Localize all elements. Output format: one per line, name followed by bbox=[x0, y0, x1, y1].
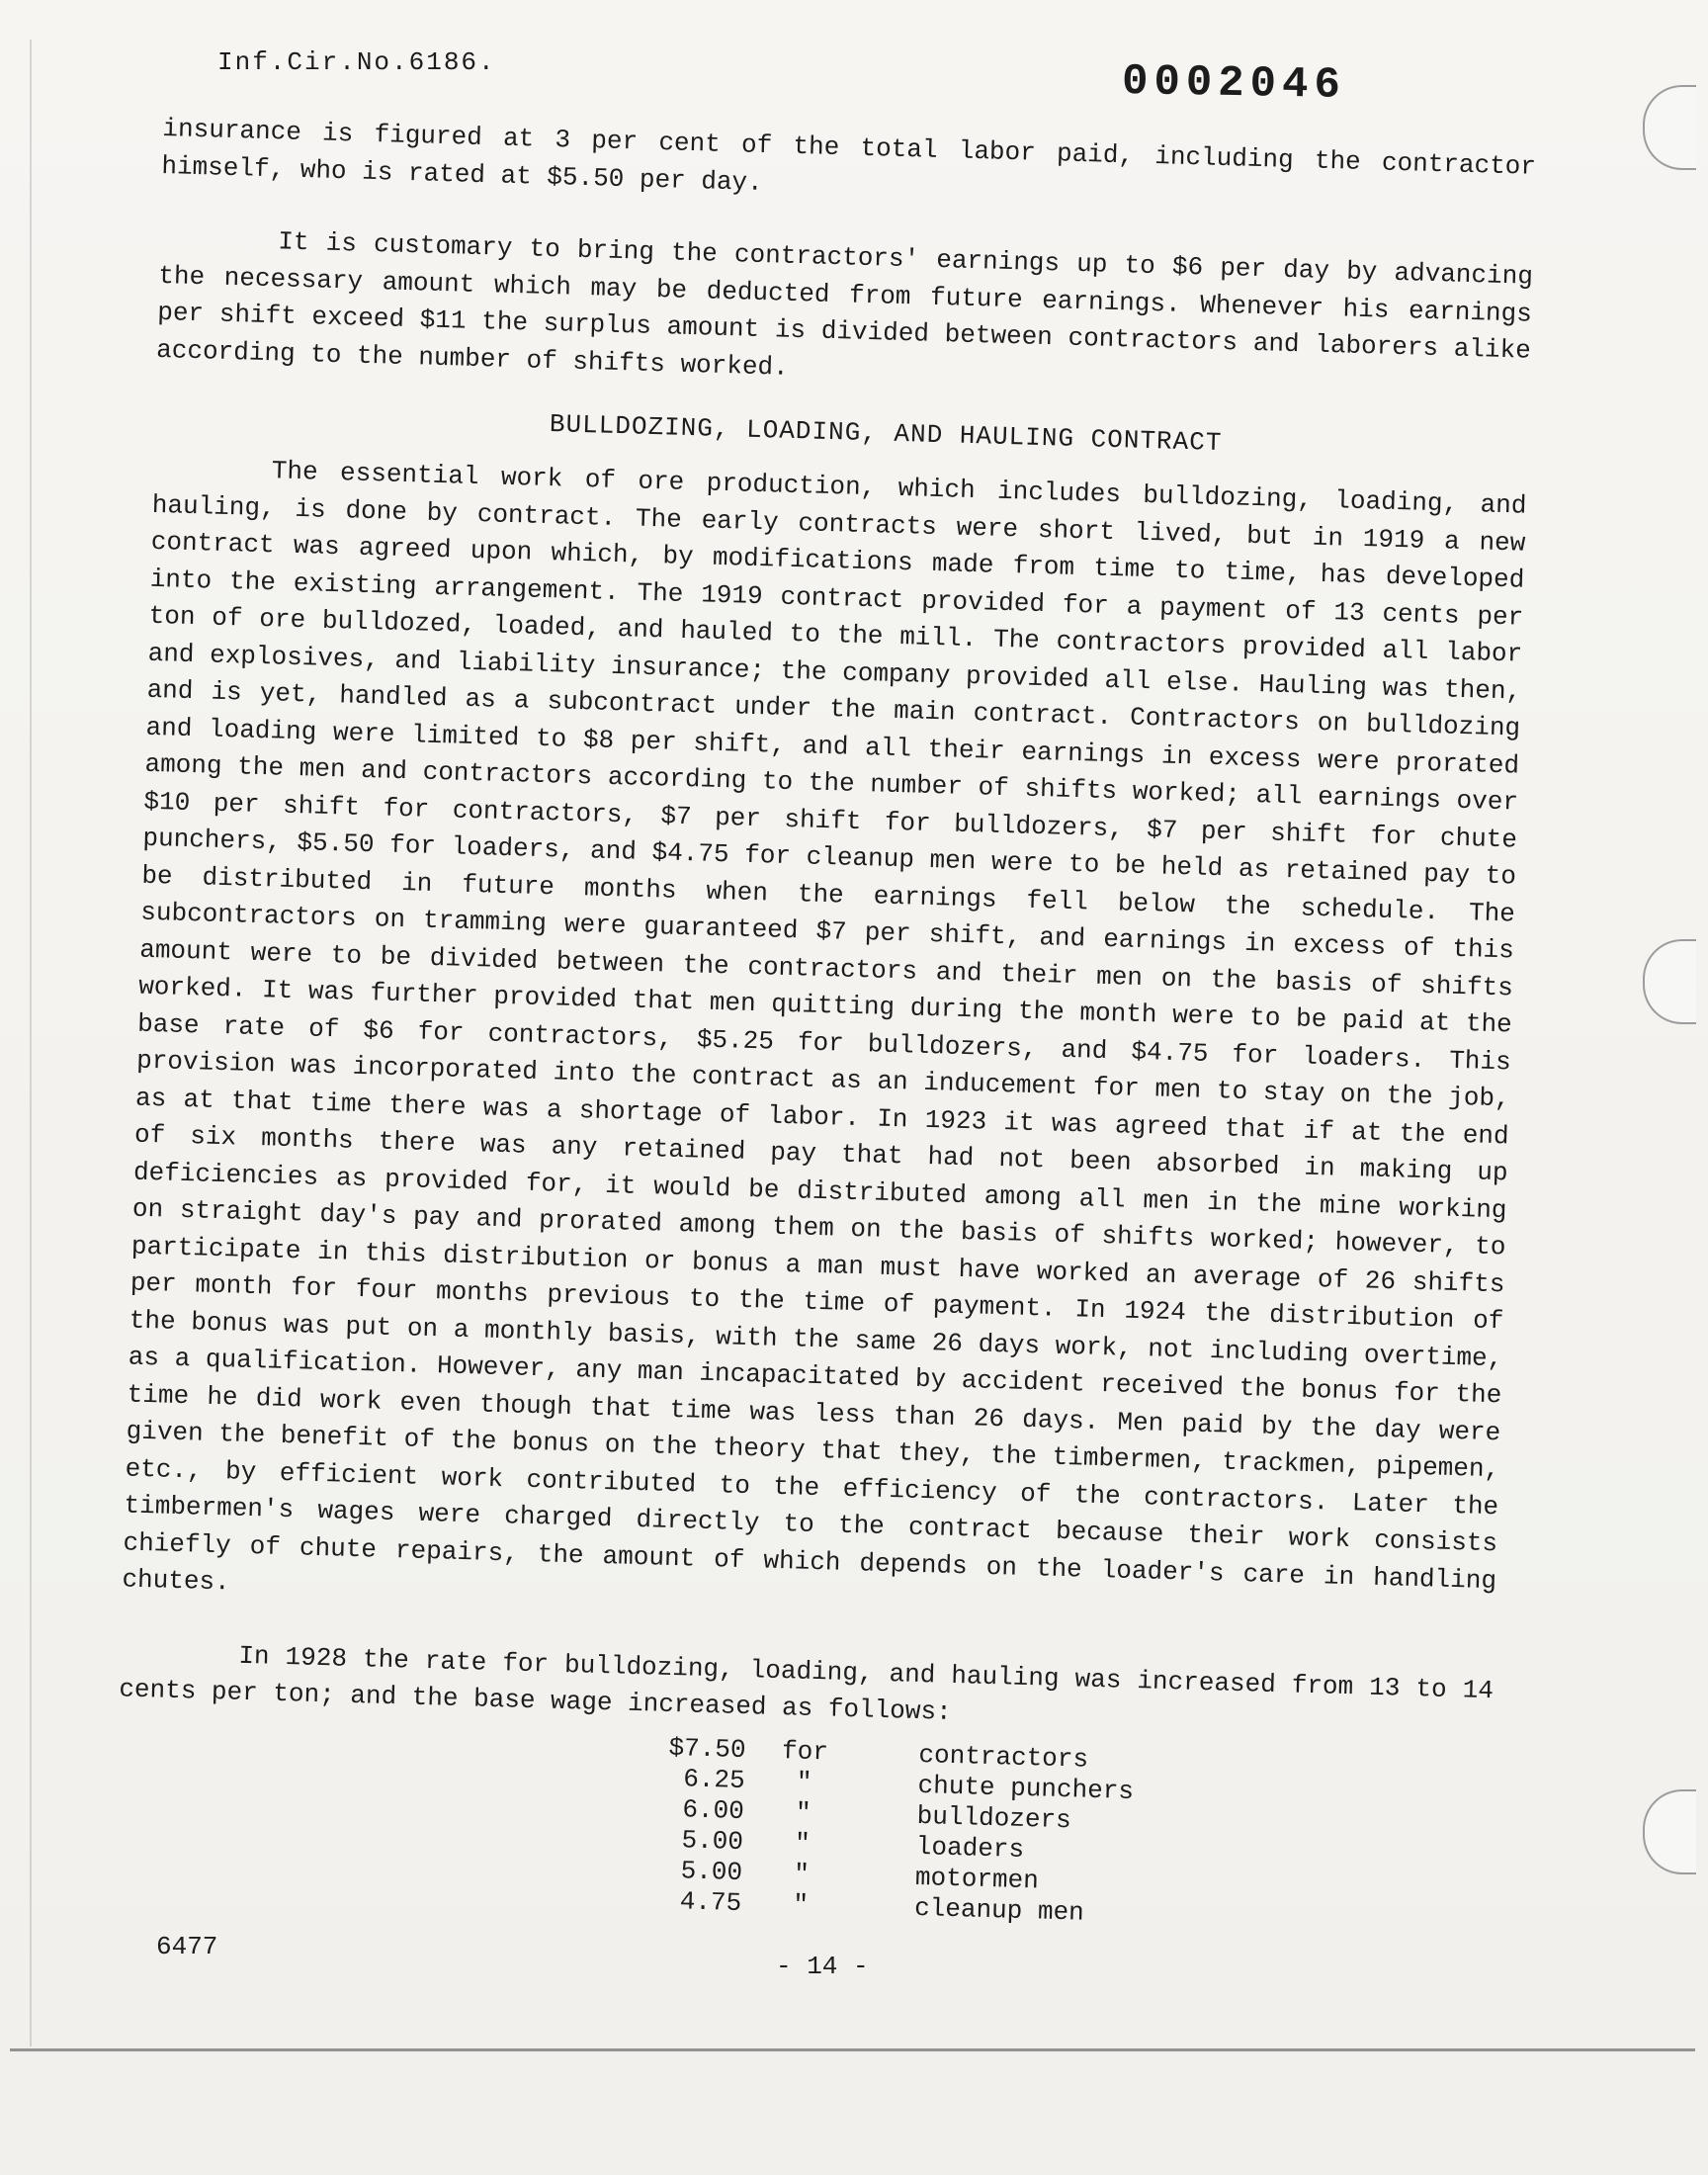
circular-reference: Inf.Cir.No.6186. bbox=[217, 47, 496, 77]
wage-role: contractors bbox=[918, 1739, 1089, 1775]
section-heading: BULLDOZING, LOADING, AND HAULING CONTRACT bbox=[549, 409, 1223, 459]
wage-rate: 5.00 bbox=[680, 1856, 743, 1888]
page-edge-shadow bbox=[30, 40, 32, 2046]
wage-for: " bbox=[793, 1859, 811, 1889]
page-bottom-edge bbox=[10, 2048, 1695, 2051]
wage-rate: $7.50 bbox=[668, 1732, 746, 1766]
paragraph: In 1928 the rate for bulldozing, loading, and hauling was increased from 13 to 14 cents per ton; and the base wage increased as follows: bbox=[118, 1640, 1494, 1727]
punch-hole bbox=[1643, 85, 1696, 170]
paragraph: insurance is figured at 3 per cent of the total labor paid, including the contractor himself, who is rated at $5.50 per day. bbox=[161, 113, 1537, 198]
body-text bbox=[119, 111, 1537, 1747]
wage-for: " bbox=[792, 1889, 810, 1920]
wage-for: " bbox=[794, 1828, 811, 1859]
document-number-stamp: 0002046 bbox=[1121, 57, 1347, 111]
footer-code: 6477 bbox=[156, 1932, 218, 1961]
wage-for: " bbox=[796, 1767, 812, 1797]
punch-hole bbox=[1643, 939, 1696, 1024]
paragraph: The essential work of ore production, which includes bulldozing, loading, and hauling, is done by contract. The early contracts were short lived, but in 1919 a new contract was agreed upon which, by modifications made from time to time, has developed into the existing arrangement. The 1919 contract provided for a payment of 13 cents per ton of ore bulldozed, loaded, and hauled to the mill. The contractors provided all labor and explosives, and liability insurance; the company provided all else. Hauling was then, and is yet, handled as a subcontract under the main contract. Contractors on bulldozing and loading were limited to $8 per shift, and all their earnings in excess were prorated among the men and contractors according to the number of shifts worked; all earnings over $10 per shift for contractors, $7 per shift for bulldozers, $7 per shift for chute punchers, $5.50 for loaders, and $4.75 for cleanup men were to be held as retained pay to be distributed in future months when the earnings fell below the schedule. The subcontractors on tramming were guaranteed $7 per shift, and earnings in excess of this amount were to be divided between the contractors and their men on the basis of shifts worked. It was further provided that men quitting during the month were to be paid at the base rate of $6 for contractors, $5.25 for bulldozers, and $4.75 for loaders. This provision was incorporated into the contract as an inducement for men to stay on the job, as at that time there was a shortage of labor. In 1923 it was agreed that if at the end of six months there was any retained pay that had not been absorbed in making up deficiencies as provided for, it would be distributed among all men in the mine working on straight day's pay and prorated among them on the basis of shifts worked; however, to participate in this distribution or bonus a man must have worked an average of 26 shifts per month for four months previous to the time of payment. In 1924 the distribution of the bonus was put on a monthly basis, with the same 26 days work, not including overtime, as a qualification. However, any man incapacitated by accident received the bonus for the time he did work even though that time was less than 26 days. Men paid by the day were given the benefit of the bonus on the theory that they, the timbermen, trackmen, pipemen, etc., by efficient work contributed to the efficiency of the contractors. Later the timbermen's wages were charged directly to the contract because their work consists chiefly of chute repairs, the amount of which depends on the loader's care in handling chutes. bbox=[122, 456, 1527, 1598]
wage-for: for bbox=[781, 1736, 829, 1768]
punch-hole bbox=[1643, 1789, 1696, 1874]
wage-role: motormen bbox=[914, 1862, 1040, 1896]
wage-role: cleanup men bbox=[913, 1892, 1085, 1928]
wage-table bbox=[633, 1732, 1135, 1930]
wage-role: chute punchers bbox=[917, 1770, 1135, 1807]
wage-role: loaders bbox=[915, 1831, 1025, 1865]
wage-for: " bbox=[795, 1797, 811, 1828]
wage-rate: 6.00 bbox=[681, 1794, 745, 1827]
wage-rate: 6.25 bbox=[682, 1764, 746, 1796]
paragraph: It is customary to bring the contractors' earnings up to $6 per day by advancing the necessary amount which may be deducted from future earnings. Whenever his earnings per shift exceed $11 the surplus amount is divided between contractors and laborers alike according to the number of shifts worked. bbox=[155, 226, 1534, 383]
wage-rate: 4.75 bbox=[679, 1886, 742, 1918]
page-number: - 14 - bbox=[776, 1952, 869, 1981]
wage-role: bulldozers bbox=[916, 1800, 1072, 1836]
wage-rate: 5.00 bbox=[681, 1825, 744, 1858]
